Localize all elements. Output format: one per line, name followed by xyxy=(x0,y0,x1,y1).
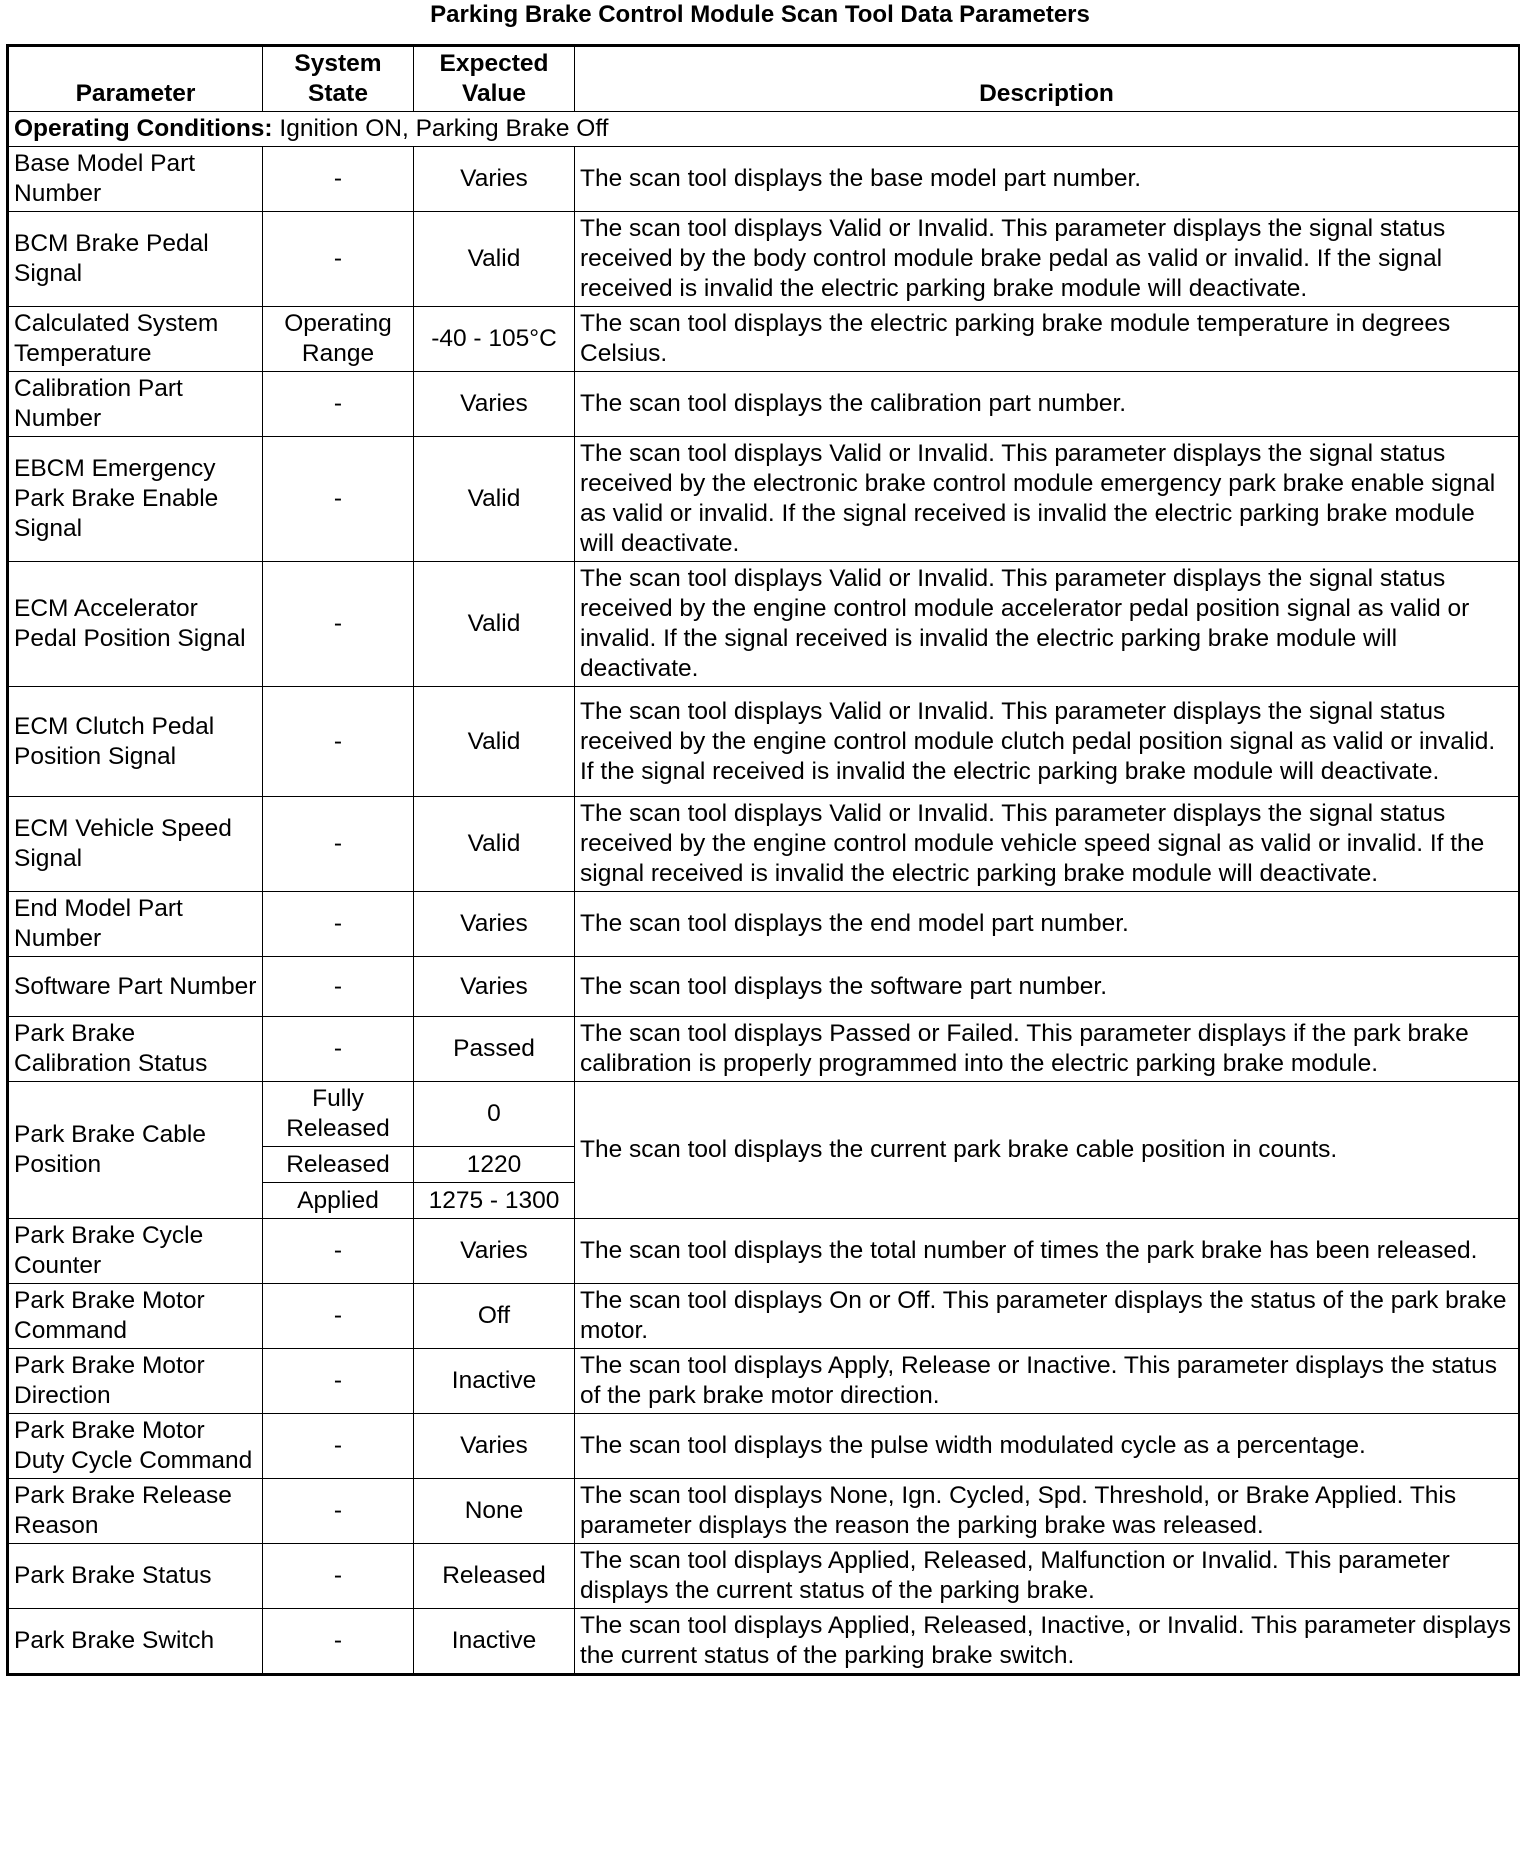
parameter-cell: Park Brake Motor Direction xyxy=(8,1349,263,1414)
description-cell: The scan tool displays Valid or Invalid. This parameter displays the signal status received by the engine control module accelerator pedal position signal as valid or invalid. If the signal received is invalid the electric parking brake module will deactivate. xyxy=(575,562,1520,687)
parameter-cell: Park Brake Status xyxy=(8,1544,263,1609)
description-cell: The scan tool displays the electric parking brake module temperature in degrees Celsius. xyxy=(575,307,1520,372)
table-row xyxy=(8,437,1520,562)
expected-value-cell: Varies xyxy=(414,957,575,1017)
description-cell: The scan tool displays Applied, Released, Malfunction or Invalid. This parameter displays the current status of the parking brake. xyxy=(575,1544,1520,1609)
description-cell: The scan tool displays the base model part number. xyxy=(575,147,1520,212)
parameter-cell: Park Brake Release Reason xyxy=(8,1479,263,1544)
description-cell: The scan tool displays Valid or Invalid. This parameter displays the signal status received by the body control module brake pedal as valid or invalid. If the signal received is invalid the electric parking brake module will deactivate. xyxy=(575,212,1520,307)
header-description: Description xyxy=(575,46,1520,112)
scan-tool-data-table xyxy=(6,44,1520,1676)
header-system-state: System State xyxy=(263,46,414,112)
table-row xyxy=(8,1017,1520,1082)
description-cell: The scan tool displays the software part number. xyxy=(575,957,1520,1017)
system-state-cell: - xyxy=(263,957,414,1017)
expected-value-cell: 1220 xyxy=(414,1147,575,1183)
description-cell: The scan tool displays Applied, Released, Inactive, or Invalid. This parameter displays the current status of the parking brake switch. xyxy=(575,1609,1520,1675)
system-state-cell: - xyxy=(263,892,414,957)
table-row xyxy=(8,1082,1520,1147)
table-row xyxy=(8,1284,1520,1349)
table-row xyxy=(8,687,1520,797)
expected-value-cell: Valid xyxy=(414,212,575,307)
system-state-cell: - xyxy=(263,212,414,307)
table-row xyxy=(8,957,1520,1017)
parameter-cell: Park Brake Motor Command xyxy=(8,1284,263,1349)
expected-value-cell: None xyxy=(414,1479,575,1544)
parameter-cell: Park Brake Cycle Counter xyxy=(8,1219,263,1284)
system-state-cell: - xyxy=(263,797,414,892)
system-state-cell: - xyxy=(263,1544,414,1609)
parameter-cell: End Model Part Number xyxy=(8,892,263,957)
operating-conditions xyxy=(8,112,1520,147)
description-cell: The scan tool displays Valid or Invalid. This parameter displays the signal status received by the electronic brake control module emergency park brake enable signal as valid or invalid. If the signal received is invalid the electric parking brake module will deactivate. xyxy=(575,437,1520,562)
system-state-cell: - xyxy=(263,562,414,687)
description-cell: The scan tool displays the pulse width modulated cycle as a percentage. xyxy=(575,1414,1520,1479)
system-state-cell: Applied xyxy=(263,1183,414,1219)
table-row xyxy=(8,1544,1520,1609)
parameter-cell: Park Brake Motor Duty Cycle Command xyxy=(8,1414,263,1479)
system-state-cell: - xyxy=(263,437,414,562)
table-row xyxy=(8,562,1520,687)
description-cell: The scan tool displays Valid or Invalid. This parameter displays the signal status received by the engine control module vehicle speed signal as valid or invalid. If the signal received is invalid the electric parking brake module will deactivate. xyxy=(575,797,1520,892)
description-cell: The scan tool displays None, Ign. Cycled, Spd. Threshold, or Brake Applied. This parameter displays the reason the parking brake was released. xyxy=(575,1479,1520,1544)
expected-value-cell: Varies xyxy=(414,147,575,212)
description-cell: The scan tool displays the current park brake cable position in counts. xyxy=(575,1082,1520,1219)
operating-conditions-text: Ignition ON, Parking Brake Off xyxy=(279,115,609,142)
description-cell: The scan tool displays the calibration part number. xyxy=(575,372,1520,437)
parameter-cell: EBCM Emergency Park Brake Enable Signal xyxy=(8,437,263,562)
expected-value-cell: Released xyxy=(414,1544,575,1609)
parameter-cell: BCM Brake Pedal Signal xyxy=(8,212,263,307)
expected-value-cell: Inactive xyxy=(414,1349,575,1414)
system-state-cell: - xyxy=(263,687,414,797)
header-expected-value: Expected Value xyxy=(414,46,575,112)
description-cell: The scan tool displays Valid or Invalid. This parameter displays the signal status received by the engine control module clutch pedal position signal as valid or invalid. If the signal received is invalid the electric parking brake module will deactivate. xyxy=(575,687,1520,797)
system-state-cell: - xyxy=(263,1479,414,1544)
system-state-cell: Fully Released xyxy=(263,1082,414,1147)
page-title: Parking Brake Control Module Scan Tool Data Parameters xyxy=(430,1,1090,28)
parameter-cell: Park Brake Cable Position xyxy=(8,1082,263,1219)
parameter-cell: Base Model Part Number xyxy=(8,147,263,212)
table-row xyxy=(8,1479,1520,1544)
expected-value-cell: 0 xyxy=(414,1082,575,1147)
parameter-cell: Calculated System Temperature xyxy=(8,307,263,372)
parameter-cell: Calibration Part Number xyxy=(8,372,263,437)
parameter-cell: ECM Vehicle Speed Signal xyxy=(8,797,263,892)
expected-value-cell: Valid xyxy=(414,562,575,687)
parameter-cell: ECM Clutch Pedal Position Signal xyxy=(8,687,263,797)
description-cell: The scan tool displays Passed or Failed. This parameter displays if the park brake calibration is properly programmed into the electric parking brake module. xyxy=(575,1017,1520,1082)
expected-value-cell: Valid xyxy=(414,797,575,892)
table-row xyxy=(8,892,1520,957)
expected-value-cell: Varies xyxy=(414,372,575,437)
operating-conditions-row xyxy=(8,112,1520,147)
expected-value-cell: Varies xyxy=(414,1219,575,1284)
expected-value-cell: Passed xyxy=(414,1017,575,1082)
table-row xyxy=(8,1349,1520,1414)
system-state-cell: - xyxy=(263,1284,414,1349)
expected-value-cell: -40 - 105°C xyxy=(414,307,575,372)
table-row xyxy=(8,212,1520,307)
description-cell: The scan tool displays the total number of times the park brake has been released. xyxy=(575,1219,1520,1284)
expected-value-cell: Varies xyxy=(414,1414,575,1479)
table-row xyxy=(8,1609,1520,1675)
parameter-cell: Software Part Number xyxy=(8,957,263,1017)
header-row xyxy=(8,46,1520,112)
operating-conditions-label: Operating Conditions: xyxy=(14,115,273,142)
header-parameter: Parameter xyxy=(8,46,263,112)
system-state-cell: - xyxy=(263,1609,414,1675)
system-state-cell: - xyxy=(263,1414,414,1479)
expected-value-cell: Off xyxy=(414,1284,575,1349)
description-cell: The scan tool displays Apply, Release or Inactive. This parameter displays the status of the park brake motor direction. xyxy=(575,1349,1520,1414)
expected-value-cell: Valid xyxy=(414,687,575,797)
description-cell: The scan tool displays On or Off. This parameter displays the status of the park brake motor. xyxy=(575,1284,1520,1349)
system-state-cell: - xyxy=(263,1349,414,1414)
table-row xyxy=(8,1219,1520,1284)
parameter-cell: Park Brake Calibration Status xyxy=(8,1017,263,1082)
system-state-cell: - xyxy=(263,1219,414,1284)
description-cell: The scan tool displays the end model part number. xyxy=(575,892,1520,957)
system-state-cell: - xyxy=(263,147,414,212)
expected-value-cell: Varies xyxy=(414,892,575,957)
table-row xyxy=(8,372,1520,437)
system-state-cell: Operating Range xyxy=(263,307,414,372)
expected-value-cell: Inactive xyxy=(414,1609,575,1675)
system-state-cell: - xyxy=(263,372,414,437)
expected-value-cell: Valid xyxy=(414,437,575,562)
table-row xyxy=(8,147,1520,212)
system-state-cell: Released xyxy=(263,1147,414,1183)
parameter-cell: Park Brake Switch xyxy=(8,1609,263,1675)
expected-value-cell: 1275 - 1300 xyxy=(414,1183,575,1219)
table-row xyxy=(8,307,1520,372)
table-row xyxy=(8,1414,1520,1479)
system-state-cell: - xyxy=(263,1017,414,1082)
parameter-cell: ECM Accelerator Pedal Position Signal xyxy=(8,562,263,687)
table-row xyxy=(8,797,1520,892)
